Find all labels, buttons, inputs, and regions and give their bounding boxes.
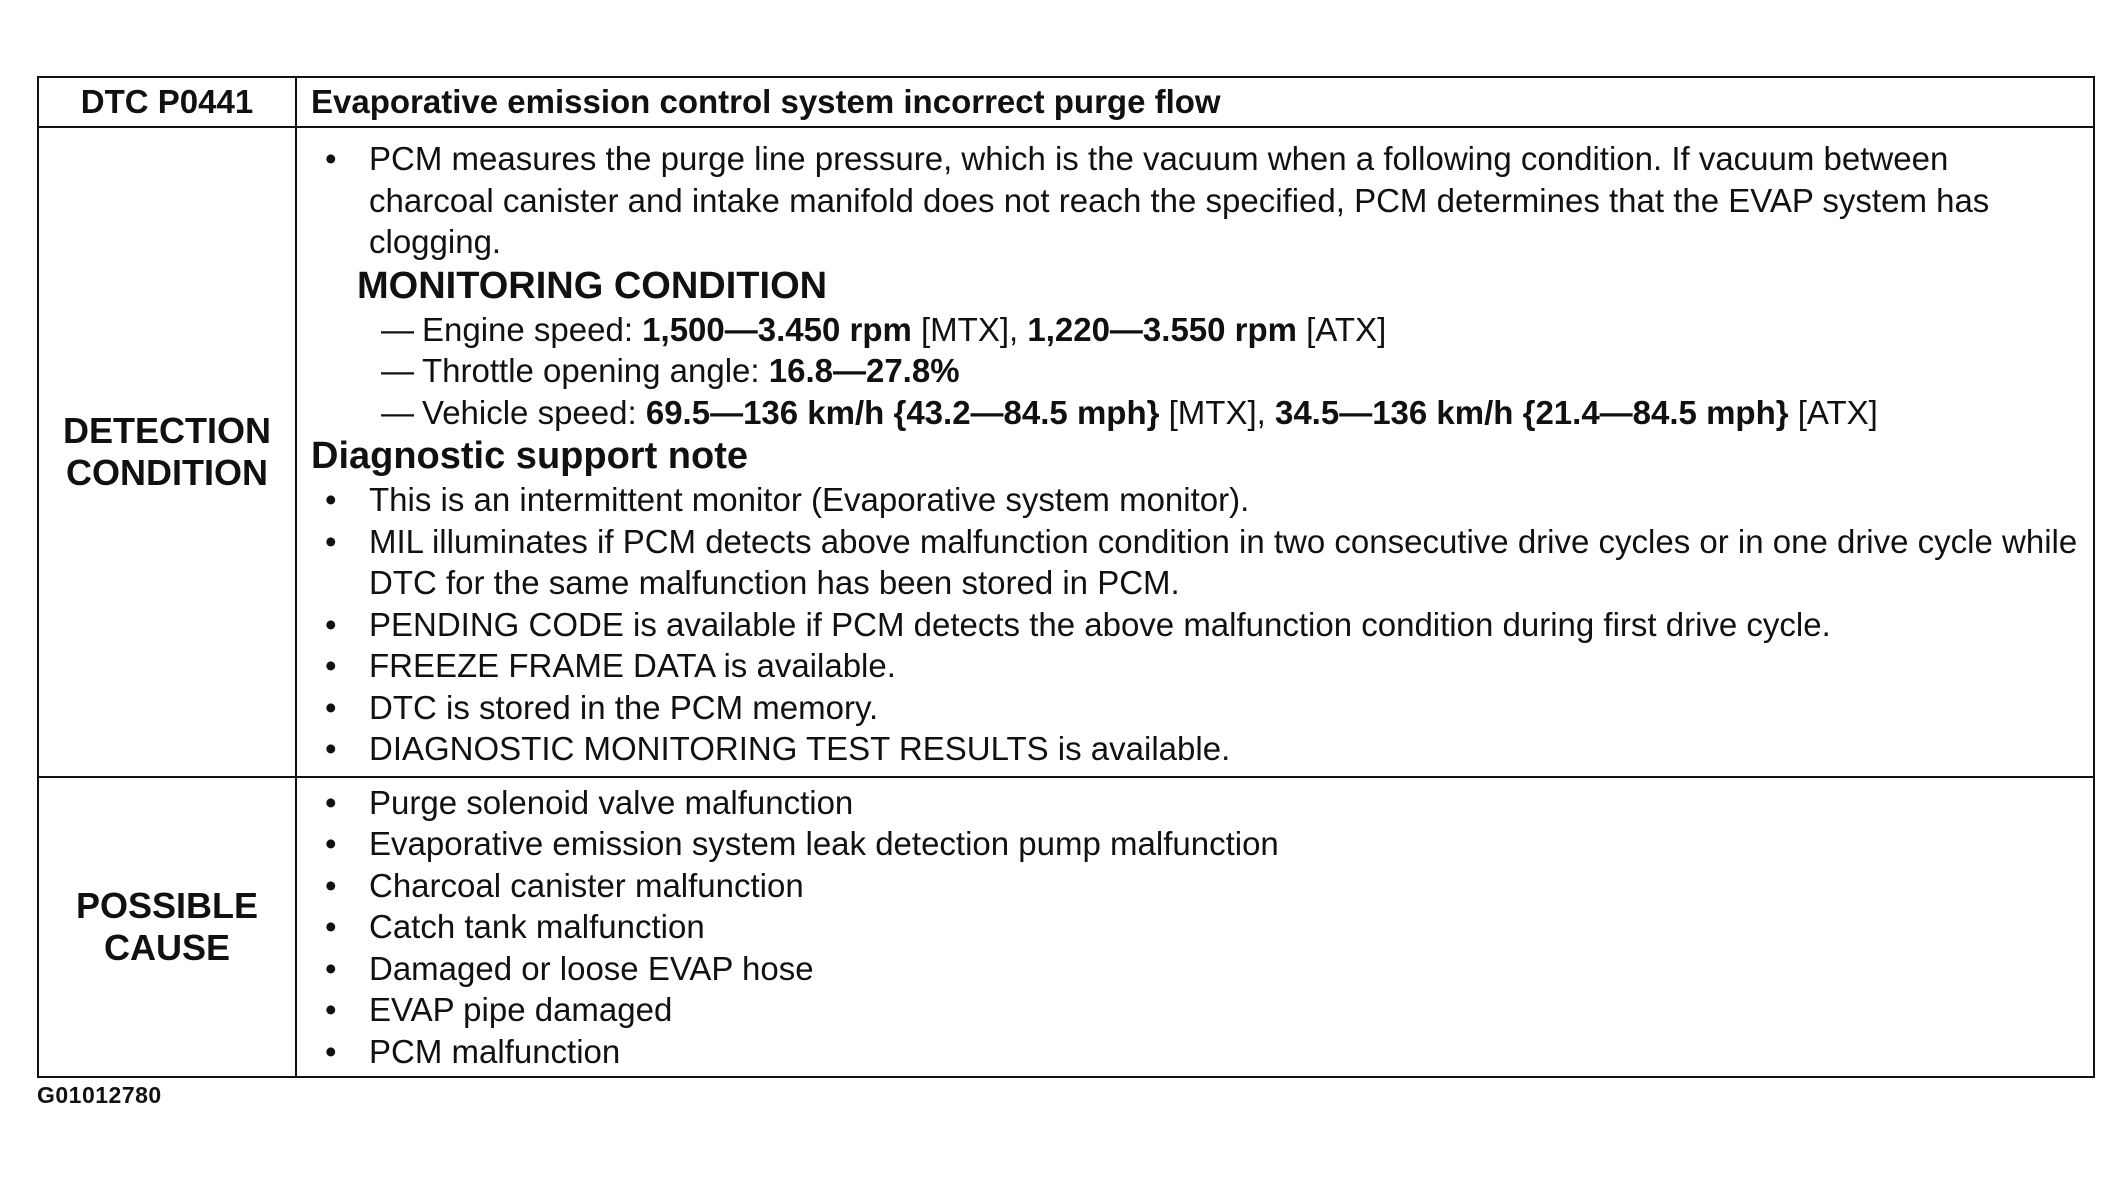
support-notes-list bbox=[311, 479, 2079, 770]
condition-throttle-angle bbox=[381, 350, 2079, 392]
detection-intro: • PCM measures the purge line pressure, which is the vacuum when a following condition. If vacuum between charcoal canister and intake manifold does not reach the specified, PCM determines that the EVAP system has clogging. bbox=[311, 138, 2079, 263]
condition-value: 34.5—136 km/h {21.4—84.5 mph} bbox=[1274, 393, 1789, 431]
support-note-heading: Diagnostic support note bbox=[311, 435, 748, 477]
condition-label: Engine speed: bbox=[422, 310, 643, 348]
dtc-code: DTC P0441 bbox=[38, 77, 296, 127]
condition-text: [ATX] bbox=[1788, 393, 1878, 431]
detection-intro-list bbox=[311, 138, 2079, 263]
condition-text: [MTX], bbox=[911, 310, 1028, 348]
cause-item: • Catch tank malfunction bbox=[311, 906, 2079, 948]
cause-item: • Purge solenoid valve malfunction bbox=[311, 782, 2079, 824]
condition-value: 1,500—3.450 rpm bbox=[642, 310, 912, 348]
header-row bbox=[38, 77, 2094, 127]
condition-dash: — bbox=[381, 310, 414, 348]
cause-item: • Evaporative emission system leak detection pump malfunction bbox=[311, 823, 2079, 865]
detection-label-text: DETECTION CONDITION bbox=[62, 409, 271, 493]
cause-item: • PCM malfunction bbox=[311, 1031, 2079, 1073]
support-note-item: • FREEZE FRAME DATA is available. bbox=[311, 645, 2079, 687]
condition-vehicle-speed bbox=[381, 392, 2079, 434]
cause-item: • EVAP pipe damaged bbox=[311, 989, 2079, 1031]
monitoring-conditions bbox=[311, 309, 2079, 434]
cause-item: • Damaged or loose EVAP hose bbox=[311, 948, 2079, 990]
cause-content bbox=[296, 777, 2094, 1078]
condition-text: [MTX], bbox=[1159, 393, 1275, 431]
cause-label-text: POSSIBLE CAUSE bbox=[75, 884, 259, 968]
detection-content bbox=[296, 127, 2094, 777]
support-note-item: • DIAGNOSTIC MONITORING TEST RESULTS is available. bbox=[311, 728, 2079, 770]
detection-row bbox=[38, 127, 2094, 777]
dtc-title: Evaporative emission control system incorrect purge flow bbox=[296, 77, 2094, 127]
condition-engine-speed bbox=[381, 309, 2079, 351]
cause-list bbox=[311, 782, 2079, 1073]
condition-value: 69.5—136 km/h {43.2—84.5 mph} bbox=[645, 393, 1160, 431]
condition-text: [ATX] bbox=[1297, 310, 1387, 348]
figure-id: G01012780 bbox=[37, 1082, 162, 1108]
support-note-item: • PENDING CODE is available if PCM detects the above malfunction condition during first drive cycle. bbox=[311, 604, 2079, 646]
support-note-item: • DTC is stored in the PCM memory. bbox=[311, 687, 2079, 729]
condition-value: 1,220—3.550 rpm bbox=[1027, 310, 1298, 348]
cause-label bbox=[38, 777, 296, 1078]
condition-label: Vehicle speed: bbox=[422, 393, 646, 431]
condition-label: Throttle opening angle: bbox=[422, 352, 769, 389]
monitoring-heading: MONITORING CONDITION bbox=[357, 264, 828, 307]
cause-item: • Charcoal canister malfunction bbox=[311, 865, 2079, 907]
cause-row bbox=[38, 777, 2094, 1078]
dtc-table bbox=[37, 76, 2095, 1078]
condition-dash: — bbox=[381, 352, 414, 389]
support-note-item: • This is an intermittent monitor (Evaporative system monitor). bbox=[311, 479, 2079, 521]
detection-label bbox=[38, 127, 296, 777]
condition-dash: — bbox=[381, 393, 414, 431]
condition-value: 16.8—27.8% bbox=[768, 352, 960, 389]
support-note-item: • MIL illuminates if PCM detects above malfunction condition in two consecutive drive cycles or in one drive cycle while DTC for the same malfunction has been stored in PCM. bbox=[311, 521, 2079, 604]
